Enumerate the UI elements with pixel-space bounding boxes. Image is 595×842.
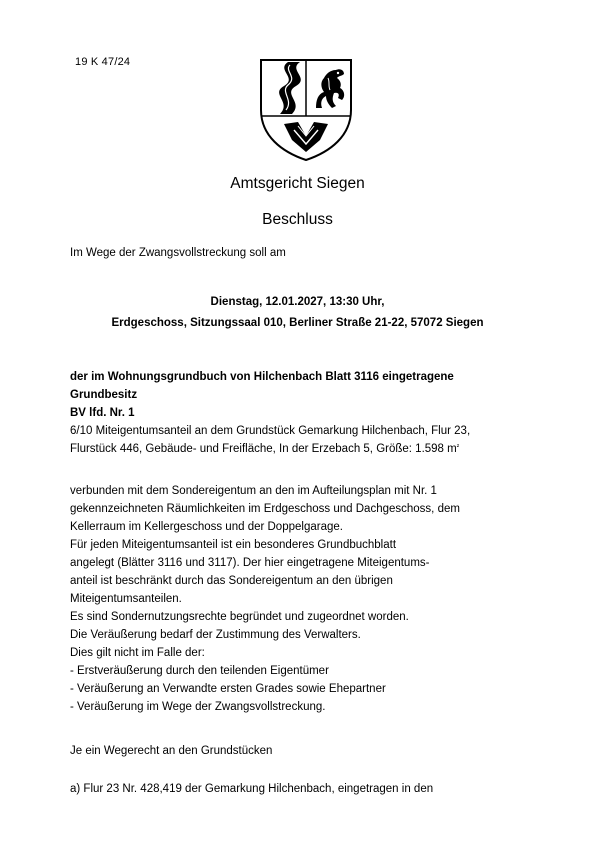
body-line: verbunden mit dem Sondereigentum an den im Aufteilungsplan mit Nr. 1 [70, 485, 437, 497]
property-size-text: Flurstück 446, Gebäude- und Freifläche, In der Erzebach 5, Größe: 1.598 m [70, 443, 457, 455]
court-name: Amtsgericht Siegen [230, 175, 365, 192]
item-a-text: a) Flur 23 Nr. 428,419 der Gemarkung Hilchenbach, eingetragen in den [70, 783, 434, 795]
appointment-location: Erdgeschoss, Sitzungssaal 010, Berliner Straße 21-22, 57072 Siegen [111, 317, 484, 329]
body-line: gekennzeichneten Räumlichkeiten im Erdgeschoss und Dachgeschoss, dem [70, 503, 460, 515]
property-description-line [70, 440, 470, 458]
property-heading [70, 368, 454, 422]
coat-of-arms-icon [258, 52, 354, 162]
wegerecht-text: Je ein Wegerecht an den Grundstücken [70, 745, 273, 757]
body-line: angelegt (Blätter 3116 und 3117). Der hier eingetragene Miteigentums- [70, 557, 430, 569]
property-description [70, 422, 470, 458]
appointment-date: Dienstag, 12.01.2027, 13:30 Uhr, [210, 296, 385, 308]
unit-superscript: ² [456, 444, 460, 451]
body-line: Miteigentumsanteilen. [70, 593, 182, 605]
property-description-line: 6/10 Miteigentumsanteil an dem Grundstück Gemarkung Hilchenbach, Flur 23, [70, 425, 471, 437]
list-item: - Erstveräußerung durch den teilenden Eigentümer [70, 665, 329, 677]
document-title: Beschluss [262, 211, 333, 228]
property-heading-line: Grundbesitz [70, 389, 138, 401]
list-item: - Veräußerung im Wege der Zwangsvollstreckung. [70, 701, 326, 713]
property-number: BV lfd. Nr. 1 [70, 407, 135, 419]
body-line: Die Veräußerung bedarf der Zustimmung des Verwalters. [70, 629, 361, 641]
body-line: anteil ist beschränkt durch das Sondereigentum an den übrigen [70, 575, 393, 587]
body-line: Dies gilt nicht im Falle der: [70, 647, 205, 659]
body-line: Es sind Sondernutzungsrechte begründet und zugeordnet worden. [70, 611, 409, 623]
body-paragraph [70, 482, 460, 716]
case-reference: 19 K 47/24 [75, 56, 131, 68]
property-heading-line: der im Wohnungsgrundbuch von Hilchenbach Blatt 3116 eingetragene [70, 371, 454, 383]
body-line: Kellerraum im Kellergeschoss und der Doppelgarage. [70, 521, 343, 533]
list-item: - Veräußerung an Verwandte ersten Grades sowie Ehepartner [70, 683, 386, 695]
body-line: Für jeden Miteigentumsanteil ist ein besonderes Grundbuchblatt [70, 539, 397, 551]
intro-text: Im Wege der Zwangsvollstreckung soll am [70, 247, 286, 259]
